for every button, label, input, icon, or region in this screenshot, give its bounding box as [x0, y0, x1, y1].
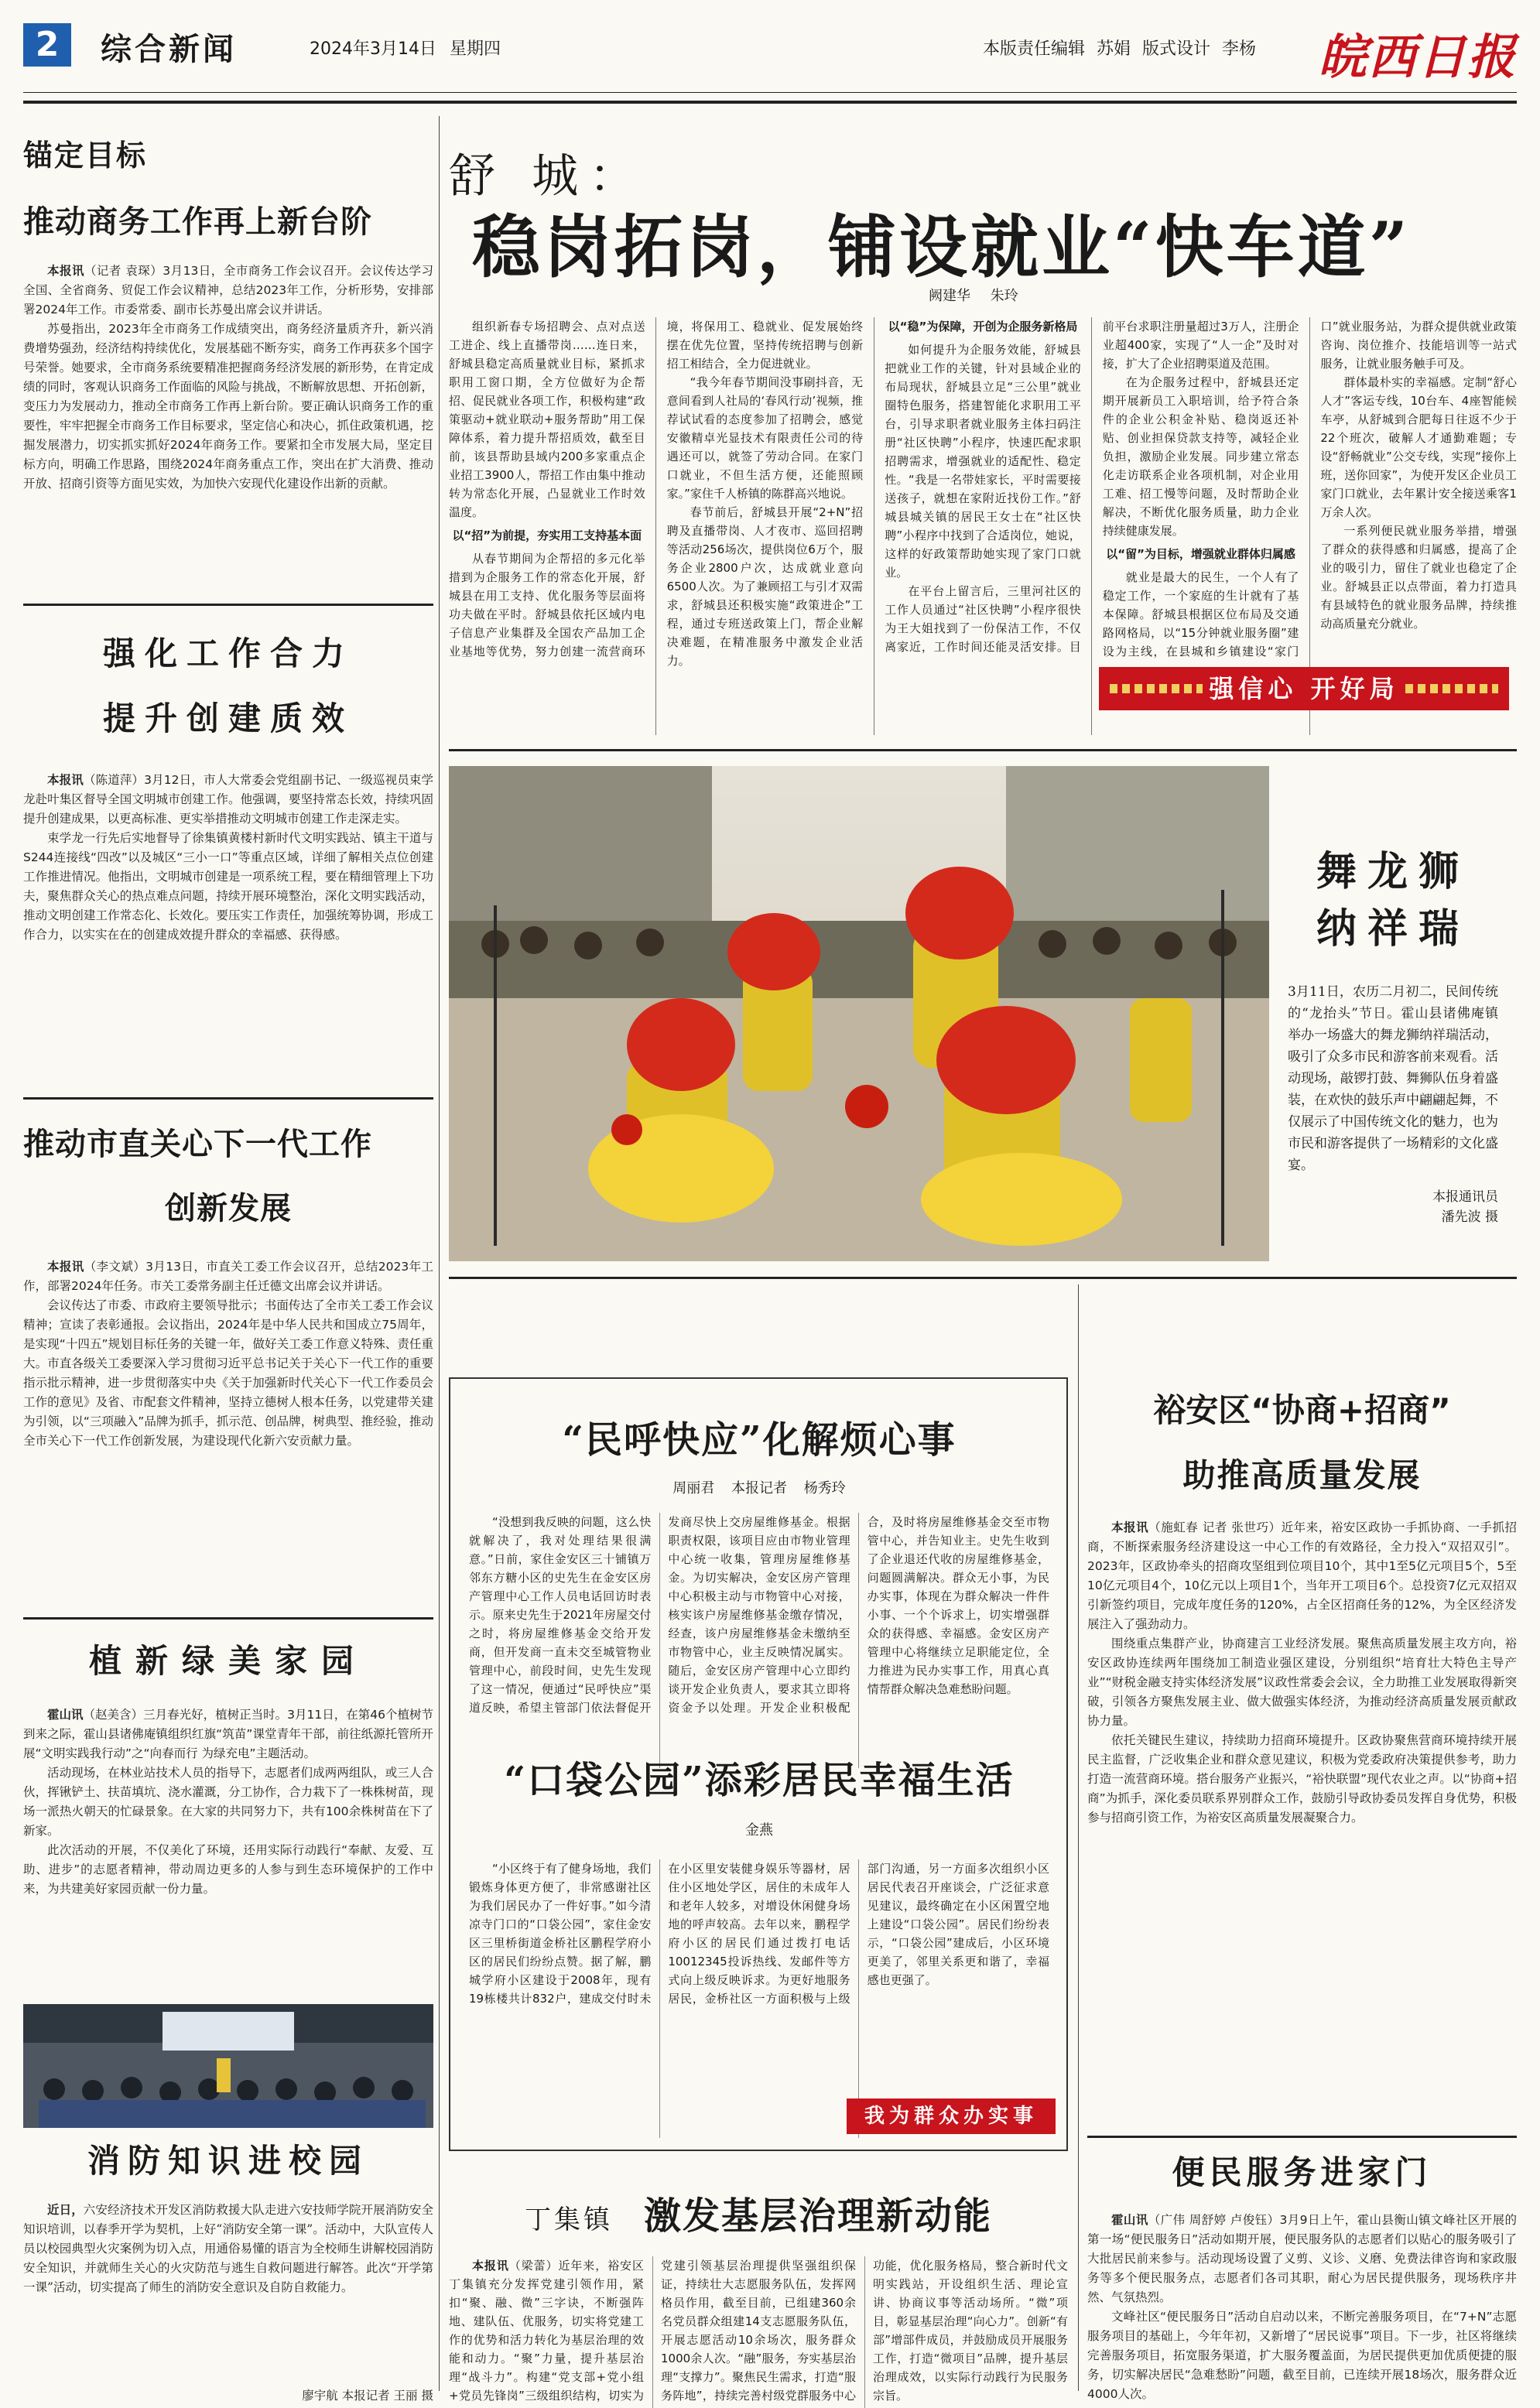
story-lead: 近日，	[47, 2203, 84, 2217]
story-body: 本报讯（施虹春 记者 张世巧）近年来，裕安区政协一手抓协商、一手抓招商，不断探索服务经济建设这一中心工作的有效路径，全力投入“双招双引”。2023年，区政协牵头的招商攻坚组到位项目10个，其中1至5亿元项目5个，5至10亿元项目4个，10亿元以上项目1个，当年开工项目6个。总投资7亿元双招双引新签约项目，完成年度任务的120%，占全区招商任务的12%，为全区经济发展注入了强劲动力。 围绕重点集群产业，协商建言工业经济发展。聚焦高质量发展主攻方向，裕安区政协连续两年围绕加工制造业强区建设，分别组织“培育壮大特色主导产业”“财税金融支持实体经济发展”议政性常委会会议，全力助推工业发展取得新突破，引领各方聚焦发展主业、做大做强实体经济，为推动经济高质量发展贡献政协力量。 依托关键民生建议，持续助力招商环境提升。区政协聚焦营商环境持续开展民主监督，广泛收集企业和群众意见建议，积极为党委政府决策提供参考，助力打造一流营商环境。搭台服务产业振兴，“裕快联盟”现代农业之声。以“协商+招商”为抓手，深化委员联系界别群众工作，鼓励引导政协委员发挥自身优势，积极参与招商引资工作，为裕安区高质量发展凝聚合力。	[1087, 1520, 1517, 1825]
divider	[449, 1277, 1517, 1279]
weekday: 星期四	[449, 39, 501, 59]
story-headline-2: 助推高质量发展	[1182, 1456, 1422, 1494]
story-lead: 本报讯	[47, 773, 84, 787]
date: 2024年3月14日	[310, 39, 436, 59]
story-byline: 周丽君 本报记者 杨秀玲	[672, 1480, 846, 1496]
story-lead: 霍山讯	[1111, 2213, 1148, 2227]
divider	[23, 1097, 433, 1100]
story-lead: 本报讯	[1111, 1520, 1149, 1534]
campaign-banner: 强信心 开好局	[1099, 667, 1509, 710]
service-feature-box	[449, 1377, 1068, 2151]
divider	[23, 604, 433, 606]
story-headline: 强化工作合力	[102, 634, 354, 672]
story-bianmin	[1087, 2147, 1517, 2406]
story-lead: 本报讯	[47, 1260, 84, 1274]
lead-story-body: 组织新春专场招聘会、点对点送工进企、线上直播带岗……连日来，舒城县稳定高质量就业目标，紧抓求职用工窗口期，全方位做好为企帮招、促民就业各项工作，积极构建“政策驱动+就业联动+服务帮助”用工保障体系，着力提升帮招质效，截至目前，该县帮助县域内200多家重点企业招工3900人，帮招工作由集中推动转为常态化开展，凸显就业工作时效温度。 以“招”为前提，夯实用工支持基本面 从春节期间为企帮招的多元化举措到为企服务工作的常态化开展，舒城县在用工支持、优化服务等层面将功夫做在平时。舒城县依托区域内电子信息产业集群及全国农产品加工企业基地等优势，努力创建一流营商环境，将保用工、稳就业、促发展始终摆在优先位置，坚持传统招聘与创新招工相结合，全力促进就业。 “我今年春节期间没事刷抖音，无意间看到人社局的‘春风行动’视频，推荐试试看的态度参加了招聘会，感觉安徽精卓光显技术有限责任公司的待遇还可以，就签了劳动合同。在家门口就业，不但生活方便，还能照顾家。”家住千人桥镇的陈群高兴地说。 春节前后，舒城县开展“2+N”招聘及直播带岗、人才夜市、巡回招聘等活动256场次，提供岗位6万个，服务企业2800户次，达成就业意向6500人次。为了兼顾招工与引才双需求，舒城县还积极实施“政策进企”工程，通过专班送政策上门，帮企业解决难题，在精准服务中激发企业活力。 以“稳”为保障，开创为企服务新格局 如何提升为企服务效能，舒城县把就业工作的关键，针对县域企业的布局现状，舒城县立足“三公里”就业圈特色服务，搭建智能化求职用工平台，引导求职者就业服务主体扫码注册“社区快聘”小程序，快速匹配求职招聘需求，增强就业的适配性、稳定性。“我是一名带娃家长，平时需要接送孩子，就想在家附近找份工作。”舒城县城关镇的居民王女士在“社区快聘”小程序中找到了合适岗位，她说，这样的好政策帮助她实现了家门口就业。 在平台上留言后，三里河社区的工作人员通过“社区快聘”小程序很快为王大姐找到了一份保洁工作，不仅离家近，工作时间还能灵活安排。目前平台求职注册量超过3万人，注册企业超400家，实现了“人一企”及时对接，扩大了企业招聘渠道及范围。 在为企服务过程中，舒城县还定期开展新员工入职培训，给予符合条件的企业公积金补贴、稳岗返还补贴、创业担保贷款支持等，减轻企业负担，激励企业发展。同步建立常态化走访联系企业各项机制，对企业用工难、招工慢等问题，及时帮助企业解决，不断优化服务质量，助力企业持续健康发展。 以“留”为目标，增强就业群体归属感 就业是最大的民生，一个人有了稳定工作，一个家庭的生计就有了基本保障。舒城县根据区位布局及交通路网格局，以“15分钟就业服务圈”建设为主线，在县城和乡镇建设“家门口”就业服务站，为群众提供就业政策咨询、岗位推介、技能培训等一站式服务，让就业服务触手可及。 群体最朴实的幸福感。定制“舒心人才”客运专线，10台车、4座智能候车亭，从舒城到合肥每日往返不少于22个班次，破解人才通勤难题；专设“舒畅就业”公交专线，实现“接你上班，送你回家”，为使开发区企业员工家门口就业，去年累计安全接送乘客1万余人次。 一系列便民就业服务举措，增强了群众的获得感和归属感，提高了企业的吸引力，留住了就业也稳定了企业。舒城县正以点带面，着力打造具有县域特色的就业服务品牌，持续推动高质量充分就业。	[449, 317, 1517, 735]
story-next-generation	[23, 1110, 433, 1629]
story-byline: 金燕	[745, 1822, 773, 1838]
masthead	[23, 19, 1517, 104]
photo-headline: 舞龙狮 纳祥瑞	[1316, 848, 1470, 953]
story-body: 霍山讯（广伟 周舒婷 卢俊钰）3月9日上午，霍山县衡山镇文峰社区开展的第一场“便民服务日”活动如期开展，便民服务队的志愿者们以贴心的服务吸引了大批居民前来参与。活动现场设置了义剪、义诊、义磨、免费法律咨询和家政服务等多个便民服务点，志愿者们各司其职，耐心为居民提供服务，现场秩序井然、气氛热烈。 文峰社区“便民服务日”活动自启动以来，不断完善服务项目，在“7+N”志愿服务项目的基础上，今年年初，又新增了“居民说事”项目。下一步，社区将继续完善服务项目，拓宽服务渠道，扩大服务覆盖面，为居民提供更加优质便捷的服务，切实解决居民“急难愁盼”问题，截至目前，已连续开展18场次，服务群众近4000人次。	[1087, 2213, 1517, 2401]
story-headline: “口袋公园”添彩居民幸福生活	[504, 1759, 1015, 1802]
story-headline: 植新绿美家园	[88, 1642, 368, 1680]
story-headline: 裕安区“协商+招商”	[1153, 1391, 1451, 1429]
divider	[1087, 2136, 1517, 2138]
section-heading: 以“留”为目标，增强就业群体归属感	[1106, 547, 1295, 561]
story-tree-planting	[23, 1633, 433, 2038]
story-lead: 霍山讯	[47, 1708, 84, 1722]
fire-safety-class-photo	[23, 2004, 433, 2128]
section-title: 综合新闻	[101, 32, 237, 67]
story-headline: 丁集镇 激发基层治理新动能	[524, 2194, 992, 2238]
story-headline-2: 提升创建质效	[102, 699, 354, 737]
story-headline-2: 创新发展	[165, 1191, 292, 1226]
story-body: 本报讯（记者 袁琛）3月13日，全市商务工作会议召开。会议传达学习全国、全省商务、贸促工作会议精神，总结2023年工作，分析形势，安排部署2024年工作。市委常委、副市长苏曼出席会议并讲话。 苏曼指出，2023年全市商务工作成绩突出，商务经济量质齐升，新兴消费增势强劲，经济结构持续优化，发展基础不断夯实，商务工作再获多个国字号荣誉。她要求，全市商务系统要精准把握商务经济发展的新形势，在肯定成绩的同时，客观认识商务工作面临的风险与挑战，不断解放思想、开拓创新，变压力为发展动力，推动全市商务工作再上新台阶。要正确认识商务工作的重要性，牢牢把握全市商务工作目标要求，坚定信心和决心，抓住政策机遇，挖掘发展潜力，切实抓实抓好2024年商务工作。要紧扣全市发展大局，坚定目标方向，明确工作思路，围绕2024年商务重点工作，突出在扩大消费、推动开放、招商引资等方面见实效，为加快六安现代化建设作出新的贡献。	[23, 264, 433, 491]
story-headline: 便民服务进家门	[1172, 2153, 1432, 2191]
column-divider	[439, 116, 440, 2391]
story-lead: 本报讯	[47, 264, 84, 278]
story-body: “没想到我反映的问题，这么快就解决了，我对处理结果很满意。”日前，家住金安区三十铺镇万邻东方糖小区的史先生在金安区房产管理中心工作人员电话回访时表示。原来史先生于2021年房屋交付之时，将房屋维修基金交给开发商，但开发商一直未交至城管物业管理中心，前段时间，史先生发现了这一情况，便通过“民呼快应”渠道反映，希望主管部门依法督促开发商尽快上交房屋维修基金。根据职责权限，该项目应由市物业管理中心统一收集，管理房屋维修基金。为切实解决，金安区房产管理中心积极主动与市物管中心对接，核实该户房屋维修基金缴存情况，经查，该户房屋维修基金未缴纳至市物管中心，业主反映情况属实。随后，金安区房产管理中心立即约谈开发企业负责人，要求其立即将资金予以处理。开发企业积极配合，及时将房屋维修基金交至市物管中心，并告知业主。史先生收到了企业退还代收的房屋维修基金，问题圆满解决。群众无小事，为民办实事，体现在为群众解决一件件小事、一个个诉求上，切实增强群众的获得感、幸福感。金安区房产管理中心将继续立足职能定位，全力推进为民办实事工作，用真心真情帮群众解决急难愁盼问题。	[469, 1515, 1049, 1715]
column-divider	[1078, 1284, 1079, 2391]
story-body: 霍山讯（赵美含）三月春光好，植树正当时。3月11日，在第46个植树节到来之际，霍山县诸佛庵镇组织红旗“筑苗”课堂青年干部，前往纸源托管所开展“文明实践我行动”之“向春而行 为绿充电”主题活动。 活动现场，在林业站技术人员的指导下，志愿者们成两两组队，或三人合伙，挥锹铲土、扶苗填坑、浇水灌溉，分工协作，合力栽下了一株株树苗，现场一派热火朝天的忙碌景象。在大家的共同努力下，共有100余株树苗在下了新家。 此次活动的开展，不仅美化了环境，还用实际行动践行“奉献、友爱、互助、进步”的志愿者精神，带动周边更多的人参与到生态环境保护的工作中来，为共建美好家园贡献一份力量。	[23, 1708, 433, 1896]
story-kicker: 锚定目标	[23, 139, 148, 173]
lead-byline: 阙建华 朱玲	[929, 288, 1018, 304]
story-body: 近日，六安经济技术开发区消防救援大队走进六安技师学院开展消防安全知识培训，以春季开学为契机，上好“消防安全第一课”。活动中，大队宣传人员以校园典型火灾案例为切入点，用通俗易懂的语言为全校师生讲解校园消防安全知识，并就师生关心的火灾防范与逃生自救问题进行解答。此次“开学第一课”活动，切实提高了师生的消防安全意识及自防自救能力。	[23, 2203, 433, 2294]
story-headline: 推动商务工作再上新台阶	[23, 204, 372, 240]
story-civilization	[23, 619, 433, 1113]
story-pocket-park	[469, 1750, 1049, 2138]
photo-caption: 3月11日，农历二月初二，民间传统的“龙抬头”节日。霍山县诸佛庵镇举办一场盛大的舞龙狮纳祥瑞活动，吸引了众多市民和游客前来观看。活动现场，敲锣打鼓、舞狮队伍身着盛装，在欢快的鼓乐声中翩翩起舞，不仅展示了中国传统文化的魅力，也为市民和游客提供了一场精彩的文化盛宴。	[1288, 984, 1498, 1173]
divider	[23, 92, 1517, 93]
story-commerce	[23, 132, 433, 571]
story-body: 本报讯（梁蕾）近年来，裕安区丁集镇充分发挥党建引领作用，紧扣“聚、融、微”三字诀，不断强阵地、建队伍、优服务，切实将党建工作的优势和活力转化为基层治理的效能和动力。“聚”力量，提升基层治理“战斗力”。构建“党支部+党小组+党员先锋岗”三级组织结构，切实为党建引领基层治理提供坚强组织保证，持续壮大志愿服务队伍，发挥网格员作用，截至目前，已组建360余名党员群众组建14支志愿服务队伍，开展志愿活动10余场次，服务群众1000余人次。“融”服务，夯实基层治理“支撑力”。聚焦民生需求，打造“服务阵地”，持续完善村级党群服务中心功能，优化服务格局，整合新时代文明实践站，开设组织生活、理论宣讲、协商议事等活动场所。“微”项目，彰显基层治理“向心力”。创新“有部”增部件成员，并鼓励成员开展服务工作，打造“微项目”品牌，提升基层治理成效，以实际行动践行为民服务宗旨。	[449, 2259, 1068, 2403]
divider	[23, 1617, 433, 1620]
story-dingji	[449, 2186, 1068, 2408]
story-fire-safety	[23, 2136, 433, 2406]
page-number: 2	[23, 23, 71, 67]
story-minhu	[469, 1410, 1049, 1768]
lead-subhead: 舒 城：	[449, 149, 647, 204]
editors-credit: 本版责任编辑 苏娟 版式设计 李杨	[983, 39, 1256, 59]
story-headline: “民呼快应”化解烦心事	[562, 1418, 957, 1462]
lead-headline: 稳岗拓岗，铺设就业“快车道”	[472, 207, 1412, 287]
story-lead: 本报讯	[472, 2259, 509, 2273]
photo-credit: 本报通讯员 潘先波 摄	[1432, 1189, 1498, 1225]
lion-dance-photo	[449, 766, 1269, 1261]
dateline	[310, 36, 501, 60]
story-headline: 消防知识进校园	[87, 2142, 369, 2180]
section-heading: 以“招”为前提，夯实用工支持基本面	[452, 528, 642, 542]
story-body: “小区终于有了健身场地，我们锻炼身体更方便了，非常感谢社区为我们居民办了一件好事。”如今清凉寺门口的“口袋公园”，家住金安区三里桥街道金桥社区鹏程学府小区的居民们纷纷点赞。据了解，鹏城学府小区建设于2008年，现有19栋楼共计832户，建成交付时未在小区里安装健身娱乐等器材，居住小区地处学区，居住的未成年人和老年人较多，对增设休闲健身场地的呼声较高。去年以来，鹏程学府小区的居民们通过拨打电话10012345投诉热线、发邮件等方式向上级反映诉求。为更好地服务居民，金桥社区一方面积极与上级部门沟通，另一方面多次组织小区居民代表召开座谈会，广泛征求意见建议，最终确定在小区闲置空地上建设“口袋公园”。居民们纷纷表示，“口袋公园”建成后，小区环境更美了，邻里关系更和谐了，幸福感也更强了。	[469, 1862, 1049, 2006]
story-yuan	[1087, 1385, 1517, 2122]
section-heading: 以“稳”为保障，开创为企服务新格局	[888, 320, 1078, 333]
story-headline: 推动市直关心下一代工作	[23, 1127, 372, 1162]
story-body: 本报讯（陈道萍）3月12日，市人大常委会党组副书记、一级巡视员束学龙赴叶集区督导全国文明城市创建工作。他强调，要坚持常态长效，持续巩固提升创建成果，以更高标准、更实举措推动文明城市创建工作走深走实。 束学龙一行先后实地督导了徐集镇黄楼村新时代文明实践站、镇主干道与S244连接线“四改”以及城区“三小一口”等重点区域，详细了解相关点位创建工作推进情况。他指出，文明城市创建是一项系统工程，要在精细管理上下功夫，聚焦群众关心的热点难点问题，持续开展环境整治，深化文明实践活动，推动文明创建工作常态化、长效化。要压实工作责任，加强统筹协调，形成工作合力，以实实在在的创建成效提升群众的幸福感、获得感。	[23, 773, 433, 942]
photo-credit: 廖宇航 本报记者 王丽 摄	[302, 2389, 433, 2403]
service-tag: 我为群众办实事	[847, 2098, 1056, 2134]
photo-caption-box	[1269, 766, 1517, 1261]
divider	[449, 749, 1517, 751]
paper-logo: 皖西日报	[1318, 29, 1517, 85]
story-body: 本报讯（李文斌）3月13日，市直关工委工作会议召开，总结2023年工作，部署2024年任务。市关工委常务副主任迁德文出席会议并讲话。 会议传达了市委、市政府主要领导批示；书面传达了全市关工委工作会议精神；宣读了表彰通报。会议指出，2024年是中华人民共和国成立75周年，是实现“十四五”规划目标任务的关键一年，做好关工委工作意义特殊、责任重大。市直各级关工委要深入学习贯彻习近平总书记关于关心下一代工作的重要指示批示精神，进一步贯彻落实中央《关于加强新时代关心下一代工作委员会工作的意见》及省、市配套文件精神，坚持立德树人根本任务，以党建带关建为引领，以“三项融入”品牌为抓手，抓示范、创品牌，树典型、推经验，推动全市关心下一代工作创新发展，为建设现代化新六安贡献力量。	[23, 1260, 433, 1448]
story-subhead: 丁集镇	[524, 2204, 613, 2235]
